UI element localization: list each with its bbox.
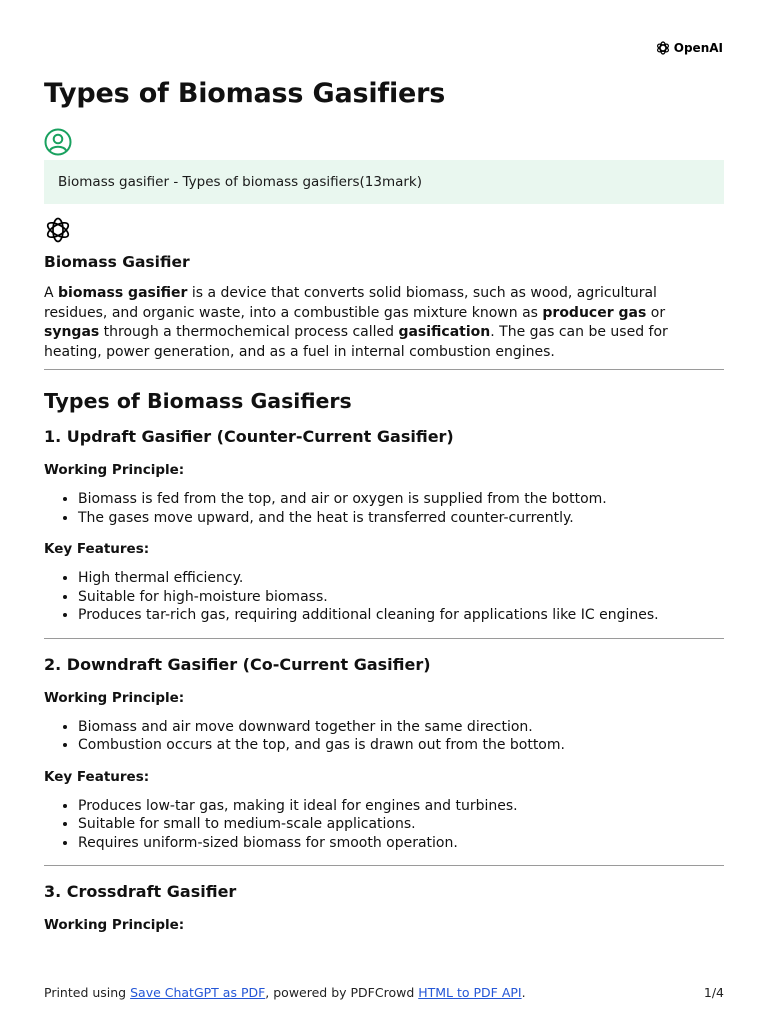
footer-credit xyxy=(44,985,526,1000)
intro-bold-2: producer gas xyxy=(542,304,647,321)
intro-text-4: through a thermochemical process called xyxy=(99,324,399,340)
list-item: • Biomass and air move downward together in the same direction. xyxy=(78,718,724,737)
section-heading-updraft: 1. Updraft Gasifier (Counter-Current Gasifier) xyxy=(44,427,454,446)
intro-text-3: or xyxy=(646,304,666,321)
intro-bold-3: syngas xyxy=(44,324,100,340)
working-principle-label: Working Principle: xyxy=(44,917,185,933)
key-features-list xyxy=(44,797,724,853)
working-principle-list xyxy=(44,490,724,527)
footer-prefix: Printed using xyxy=(44,985,131,1000)
key-features-list xyxy=(44,569,724,625)
list-item: • High thermal efficiency. xyxy=(78,569,724,588)
document-body xyxy=(44,74,724,935)
intro-text-1: A xyxy=(44,285,59,301)
intro-bold-4: gasification xyxy=(398,324,491,340)
list-item: • Combustion occurs at the top, and gas is drawn out from the bottom. xyxy=(78,736,724,755)
brand-name: OpenAI xyxy=(673,41,723,55)
list-item: • The gases move upward, and the heat is transferred counter-currently. xyxy=(78,509,724,528)
html-to-pdf-api-link[interactable]: HTML to PDF API xyxy=(418,985,522,1000)
working-principle-label: Working Principle: xyxy=(44,689,185,706)
user-avatar-icon xyxy=(44,128,72,156)
page-footer xyxy=(44,985,724,1000)
list-item: • Produces tar-rich gas, requiring additional cleaning for applications like IC engines. xyxy=(78,606,724,625)
list-item: • Requires uniform-sized biomass for smooth operation. xyxy=(78,834,724,853)
working-principle-list xyxy=(44,718,724,755)
save-chatgpt-pdf-link[interactable]: Save ChatGPT as PDF xyxy=(130,985,266,1000)
types-heading: Types of Biomass Gasifiers xyxy=(44,389,352,413)
user-prompt-text: Biomass gasifier - Types of biomass gasifiers(13mark) xyxy=(58,174,423,190)
intro-text-2: is a device that converts solid biomass, such as wood, agricultural residues, and organic waste, into a combustible gas mixture known as xyxy=(44,285,657,321)
key-features-label: Key Features: xyxy=(44,768,150,785)
list-item: • Suitable for high-moisture biomass. xyxy=(78,588,724,607)
openai-logo-icon xyxy=(655,40,671,56)
intro-text-5: . The gas can be used for heating, power generation, and as a fuel in internal combustion engines. xyxy=(44,324,668,360)
list-item: • Suitable for small to medium-scale applications. xyxy=(78,815,724,834)
section-heading-crossdraft: 3. Crossdraft Gasifier xyxy=(44,882,237,901)
working-principle-label: Working Principle: xyxy=(44,462,185,478)
page-title: Types of Biomass Gasifiers xyxy=(44,78,446,109)
chatgpt-icon xyxy=(44,216,72,244)
intro-paragraph xyxy=(44,284,724,362)
key-features-label: Key Features: xyxy=(44,541,150,557)
openai-logo xyxy=(655,40,723,56)
divider xyxy=(44,865,724,866)
intro-bold-1: biomass gasifier xyxy=(58,285,188,301)
intro-heading: Biomass Gasifier xyxy=(44,253,190,271)
footer-middle: , powered by PDFCrowd xyxy=(265,985,419,1000)
list-item: • Produces low-tar gas, making it ideal for engines and turbines. xyxy=(78,797,724,816)
divider xyxy=(44,369,724,370)
list-item: • Biomass is fed from the top, and air or oxygen is supplied from the bottom. xyxy=(78,490,724,509)
page-number: 1/4 xyxy=(703,985,724,1000)
section-heading-downdraft: 2. Downdraft Gasifier (Co-Current Gasifier) xyxy=(44,654,431,674)
user-prompt xyxy=(44,160,724,204)
divider xyxy=(44,638,724,639)
footer-suffix: . xyxy=(521,985,526,1000)
